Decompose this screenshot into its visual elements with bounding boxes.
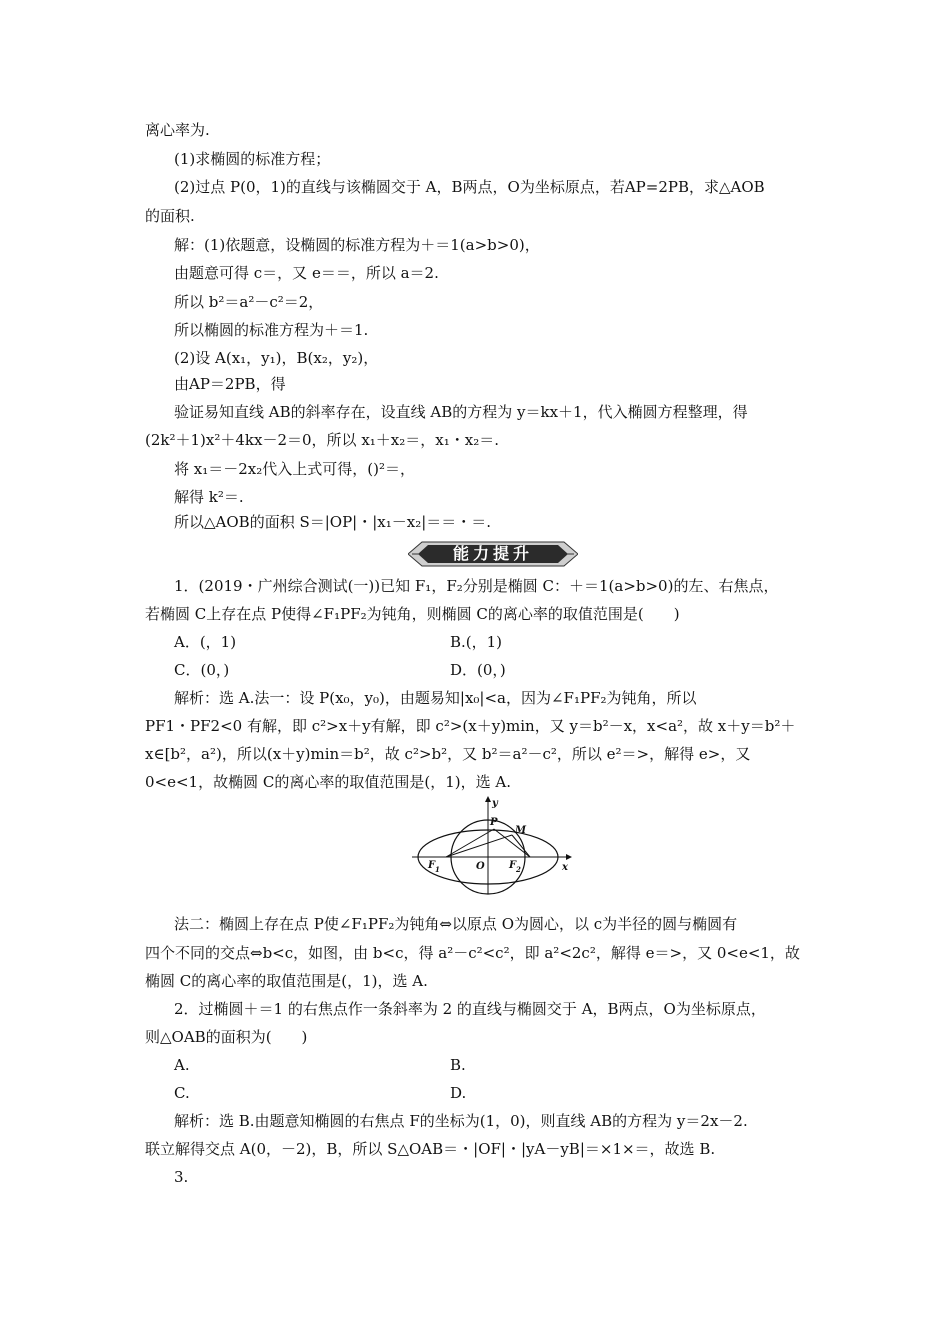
focus-f1-label: F [428, 860, 436, 871]
text-line: 法二：椭圆上存在点 P使∠F₁PF₂为钝角⇔以原点 O为圆心，以 c为半径的圆与椭圆有 [174, 915, 738, 933]
option-d: D．(0，) [450, 661, 506, 679]
origin-label: O [476, 861, 485, 872]
option-a: A．(，1) [174, 633, 237, 651]
text-line: 联立解得交点 A(0，－2)，B，所以 S△OAB＝・|OF|・|yA－yB|＝×1×＝，故选 B. [145, 1140, 716, 1158]
text-line: 离心率为. [145, 121, 210, 139]
text-line: 验证易知直线 AB的斜率存在，设直线 AB的方程为 y＝kx＋1，代入椭圆方程整理，得 [174, 403, 748, 421]
y-axis-arrow [485, 796, 491, 802]
text-line: 0<e<1，故椭圆 C的离心率的取值范围是(，1)，选 A. [145, 773, 511, 791]
point-m-label: M [515, 825, 527, 836]
focus-f2-label: F [509, 860, 517, 871]
text-line: 解：(1)依题意，设椭圆的标准方程为＋＝1(a>b>0)， [174, 236, 540, 254]
text-line: (1)求椭圆的标准方程； [174, 150, 331, 168]
point-p-label: P [490, 817, 498, 828]
text-line: (2)过点 P(0，1)的直线与该椭圆交于 A，B两点，O为坐标原点，若AP=2PB，求△AOB [174, 178, 765, 196]
text-line: 所以 b²＝a²－c²＝2， [174, 293, 324, 311]
x-axis-label: x [562, 862, 568, 873]
text-line: PF1・PF2<0 有解，即 c²>x＋y有解，即 c²>(x＋y)min，又 y＝b²－x，x<a²，故 x＋y＝b²＋ [145, 717, 796, 735]
text-line: x∈[b²，a²)，所以(x＋y)min＝b²，故 c²>b²，又 b²＝a²－c²，所以 e²＝>，解得 e>，又 [145, 745, 751, 763]
text-line: 3. [174, 1168, 189, 1186]
focus-f2-subscript: 2 [516, 865, 521, 874]
text-line: 1．(2019・广州综合测试(一))已知 F₁，F₂分别是椭圆 C：＋＝1(a>b>0)的左、右焦点， [174, 577, 779, 595]
text-line: 由AP＝2PB，得 [174, 375, 286, 393]
section-banner [408, 540, 578, 568]
option-c: C．(0，) [174, 661, 230, 679]
text-line: 所以△AOB的面积 S＝|OP|・|x₁－x₂|＝＝・＝. [174, 513, 492, 531]
text-line: 由题意可得 c＝，又 e＝＝，所以 a＝2. [174, 264, 439, 282]
text-line: 解析：选 B.由题意知椭圆的右焦点 F的坐标为(1，0)，则直线 AB的方程为 y＝2x－2. [174, 1112, 748, 1130]
text-line: (2k²＋1)x²＋4kx－2＝0，所以 x₁＋x₂＝，x₁・x₂＝. [145, 431, 499, 449]
figure-svg [408, 794, 574, 896]
x-axis-arrow [566, 854, 572, 860]
segment-mf2 [512, 835, 530, 857]
option-b: B.(，1) [450, 633, 503, 651]
option-b: B. [450, 1056, 466, 1074]
text-line: 的面积. [145, 207, 195, 225]
text-line: 四个不同的交点⇔b<c，如图，由 b<c，得 a²－c²<c²，即 a²<2c²，解得 e＝>，又 0<e<1，故 [145, 944, 800, 962]
text-line: 2．过椭圆＋＝1 的右焦点作一条斜率为 2 的直线与椭圆交于 A，B两点，O为坐标原点， [174, 1000, 766, 1018]
option-c: C. [174, 1084, 190, 1102]
text-line: 将 x₁＝－2x₂代入上式可得，()²＝， [174, 460, 415, 478]
focus-f1-subscript: 1 [435, 865, 440, 874]
option-a: A. [174, 1056, 190, 1074]
section-banner-title: 能力提升 [452, 544, 533, 563]
text-line: 若椭圆 C上存在点 P使得∠F₁PF₂为钝角，则椭圆 C的离心率的取值范围是( ) [145, 605, 680, 623]
ellipse-circle-figure [408, 794, 574, 896]
text-line: (2)设 A(x₁，y₁)，B(x₂，y₂)， [174, 349, 379, 367]
option-d: D. [450, 1084, 467, 1102]
text-line: 所以椭圆的标准方程为＋＝1. [174, 321, 369, 339]
text-line: 解析：选 A.法一：设 P(x₀，y₀)，由题易知|x₀|<a，因为∠F₁PF₂为钝角，所以 [174, 689, 697, 707]
text-line: 则△OAB的面积为( ) [145, 1028, 308, 1046]
y-axis-label: y [492, 798, 498, 809]
text-line: 椭圆 C的离心率的取值范围是(，1)，选 A. [145, 972, 428, 990]
text-line: 解得 k²＝. [174, 488, 244, 506]
